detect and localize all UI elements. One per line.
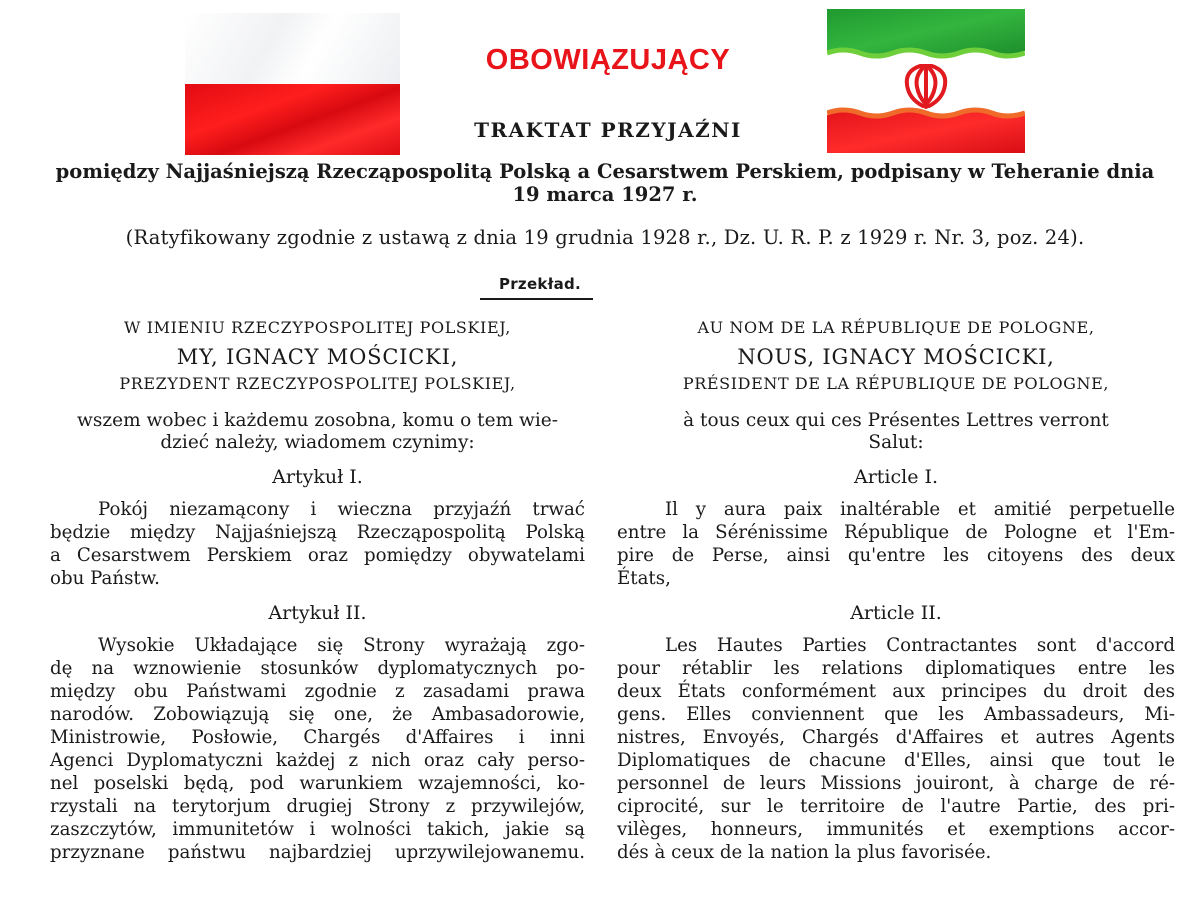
text-line: Les Hautes Parties Contractantes sont d'accord — [665, 635, 1175, 656]
text-line: personnel de leurs Missions jouiront, à charge de ré- — [617, 773, 1175, 794]
polish-article-2-heading: Artykuł II. — [268, 602, 367, 624]
poland-flag-white-band — [185, 13, 400, 84]
text-line: Il y aura paix inaltérable et amitié perpetuelle — [665, 499, 1175, 520]
text-line: zaszczytów, immunitetów i wolności takich, jakie są — [50, 819, 585, 840]
ratification-note: (Ratyfikowany zgodnie z ustawą z dnia 19 grudnia 1928 r., Dz. U. R. P. z 1929 r. Nr. 3, poz. 24). — [125, 226, 1085, 249]
french-in-name: AU NOM DE LA RÉPUBLIQUE DE POLOGNE, — [697, 318, 1095, 337]
document-subtitle — [40, 160, 1170, 206]
subtitle-line-2: 19 marca 1927 r. — [512, 183, 698, 206]
polish-article-1-text — [50, 498, 585, 590]
text-line: pire de Perse, ainsi qu'entre les citoyens des deux — [617, 545, 1175, 566]
text-line: nistres, Envoyés, Chargés d'Affaires et autres Agents — [617, 727, 1175, 748]
text-line: Wysokie Układające się Strony wyrażają zgo- — [98, 635, 585, 656]
french-intro — [617, 410, 1175, 454]
text-line: obu Państw. — [50, 568, 160, 589]
text-line: dę na wznowienie stosunków dyplomatycznych po- — [50, 658, 585, 679]
text-line: États, — [617, 568, 671, 589]
polish-intro-line-1: wszem wobec i każdemu zosobna, komu o tem wie- — [77, 410, 558, 431]
iran-flag-graphic — [827, 9, 1025, 153]
french-intro-line-1: à tous ceux qui ces Présentes Lettres verront — [683, 410, 1109, 431]
text-line: Agenci Dyplomatyczni każdej z nich oraz cały perso- — [50, 750, 585, 771]
text-line: vilèges, honneurs, immunités et exemptions accor- — [617, 819, 1175, 840]
french-article-2-text — [617, 634, 1175, 864]
polish-we-heading: MY, IGNACY MOŚCICKI, — [176, 345, 459, 369]
text-line: rzystali na terytorjum drugiej Strony z przywilejów, — [50, 796, 585, 817]
status-stamp: OBOWIĄZUJĄCY — [485, 44, 731, 76]
text-line: deux États conformément aux principes du droit des — [617, 681, 1175, 702]
polish-article-1-heading: Artykuł I. — [272, 466, 363, 488]
text-line: będzie między Najjaśniejszą Rzecząpospolitą Polską — [50, 522, 585, 543]
text-line: przyznane państwu najbardziej uprzywilejowanemu. — [50, 842, 585, 863]
translation-underline — [480, 298, 593, 300]
text-line: pour rétablir les relations diplomatiques entre les — [617, 658, 1175, 679]
polish-intro-line-2: dzieć należy, wiadomem czynimy: — [160, 432, 475, 453]
polish-intro — [50, 410, 585, 454]
iran-flag-image — [827, 9, 1025, 153]
polish-column — [50, 316, 585, 864]
french-article-2-heading: Article II. — [850, 602, 942, 624]
poland-flag-red-band — [185, 84, 400, 155]
text-line: gens. Elles conviennent que les Ambassadeurs, Mi- — [617, 704, 1175, 725]
text-line: narodów. Zobowiązują się one, że Ambasadorowie, — [50, 704, 585, 725]
polish-in-name: W IMIENIU RZECZYPOSPOLITEJ POLSKIEJ, — [124, 318, 511, 337]
french-intro-line-2: Salut: — [868, 432, 924, 453]
text-line: między obu Państwami zgodnie z zasadami prawa — [50, 681, 585, 702]
text-line: a Cesarstwem Perskiem oraz pomiędzy obywatelami — [50, 545, 585, 566]
text-line: ciprocité, sur le territoire de l'autre Partie, des pri- — [617, 796, 1175, 817]
text-line: Ministrowie, Posłowie, Chargés d'Affaires i inni — [50, 727, 585, 748]
french-president: PRÉSIDENT DE LA RÉPUBLIQUE DE POLOGNE, — [682, 374, 1110, 393]
french-column — [617, 316, 1175, 864]
document-title: TRAKTAT PRZYJAŹNI — [474, 118, 742, 142]
text-line: Diplomatiques de chacune d'Elles, ainsi que tout le — [617, 750, 1175, 771]
french-we-heading: NOUS, IGNACY MOŚCICKI, — [737, 345, 1055, 369]
text-line: Pokój niezamącony i wieczna przyjaźń trwać — [98, 499, 585, 520]
poland-flag-image — [185, 13, 400, 155]
polish-president: PREZYDENT RZECZYPOSPOLITEJ POLSKIEJ, — [119, 374, 516, 393]
translation-label: Przekład. — [498, 275, 582, 293]
text-line: entre la Sérénissime République de Pologne et l'Em- — [617, 522, 1175, 543]
polish-article-2-text — [50, 634, 585, 864]
text-line: dés à ceux de la nation la plus favorisée. — [617, 842, 992, 863]
subtitle-line-1: pomiędzy Najjaśniejszą Rzecząpospolitą Polską a Cesarstwem Perskiem, podpisany w Teheranie dnia — [55, 160, 1155, 183]
french-article-1-text — [617, 498, 1175, 590]
french-article-1-heading: Article I. — [853, 466, 939, 488]
text-line: nel poselski będą, pod warunkiem wzajemności, ko- — [50, 773, 585, 794]
